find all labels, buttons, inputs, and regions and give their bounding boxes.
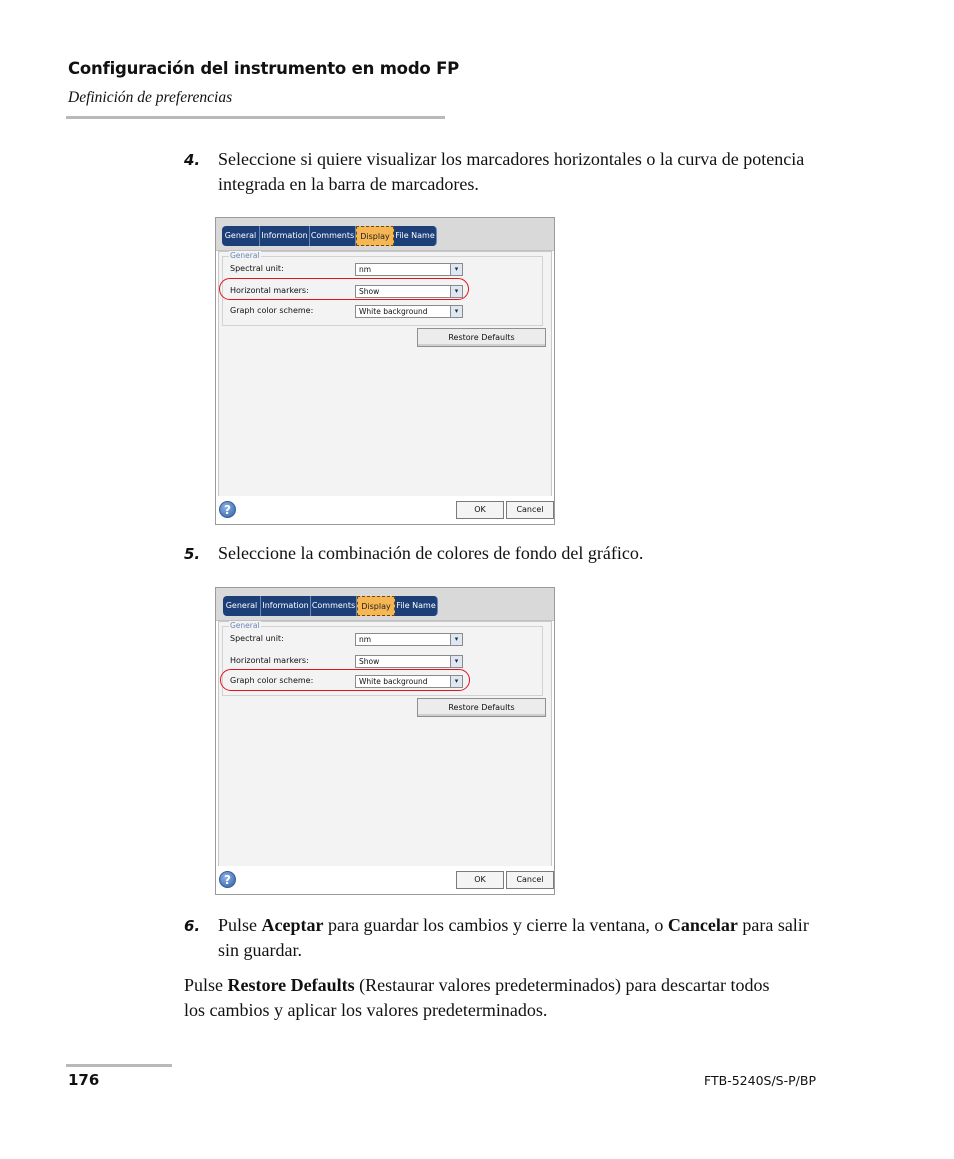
tab-comments[interactable]: Comments — [311, 596, 357, 616]
help-icon[interactable]: ? — [219, 871, 236, 888]
running-header-title: Configuración del instrumento en modo FP — [68, 59, 460, 78]
spectral-unit-label: Spectral unit: — [230, 264, 284, 273]
horizontal-markers-label: Horizontal markers: — [230, 656, 309, 665]
spectral-unit-select[interactable] — [355, 263, 463, 276]
highlight-graph-color-scheme — [220, 669, 470, 691]
chevron-down-icon[interactable]: ▾ — [450, 264, 462, 275]
preferences-dialog-2 — [215, 587, 555, 895]
tab-display[interactable]: Display — [356, 226, 394, 246]
tab-general[interactable]: General — [223, 596, 261, 616]
help-icon[interactable]: ? — [219, 501, 236, 518]
chevron-down-icon[interactable]: ▾ — [450, 286, 462, 297]
group-label: General — [230, 251, 260, 260]
step-6-mid: para guardar los cambios y cierre la ventana, o — [323, 915, 668, 935]
running-header-subtitle: Definición de preferencias — [68, 89, 233, 106]
note-restore-defaults: Restore Defaults — [227, 975, 355, 995]
graph-color-scheme-value: White background — [359, 307, 428, 316]
header-rule — [66, 116, 445, 119]
dialog-footer — [216, 496, 554, 524]
tab-information[interactable]: Information — [261, 596, 311, 616]
chevron-down-icon[interactable]: ▾ — [450, 634, 462, 645]
cancel-button[interactable]: Cancel — [506, 501, 554, 519]
step-6-pre: Pulse — [218, 915, 262, 935]
spectral-unit-label: Spectral unit: — [230, 634, 284, 643]
group-label: General — [230, 621, 260, 630]
graph-color-scheme-label: Graph color scheme: — [230, 676, 314, 685]
spectral-unit-value: nm — [359, 635, 372, 644]
page-number: 176 — [68, 1071, 100, 1089]
spectral-unit-value: nm — [359, 265, 372, 274]
cancel-button[interactable]: Cancel — [506, 871, 554, 889]
horizontal-markers-value: Show — [359, 287, 380, 296]
step-6-text — [218, 913, 818, 963]
highlight-horizontal-markers — [219, 278, 469, 300]
graph-color-scheme-label: Graph color scheme: — [230, 306, 314, 315]
tab-bar — [216, 218, 554, 251]
step-5-text: Seleccione la combinación de colores de fondo del gráfico. — [218, 543, 644, 563]
tab-display[interactable]: Display — [357, 596, 395, 616]
restore-defaults-button[interactable]: Restore Defaults — [417, 698, 546, 717]
dialog-footer — [216, 866, 554, 894]
restore-note — [184, 973, 784, 1023]
restore-defaults-button[interactable]: Restore Defaults — [417, 328, 546, 347]
ok-button[interactable]: OK — [456, 871, 504, 889]
tab-bar — [216, 588, 554, 621]
graph-color-scheme-value: White background — [359, 677, 428, 686]
horizontal-markers-select[interactable] — [355, 655, 463, 668]
preferences-dialog-1 — [215, 217, 555, 525]
spectral-unit-select[interactable] — [355, 633, 463, 646]
tab-comments[interactable]: Comments — [310, 226, 356, 246]
tab-file-name[interactable]: File Name — [395, 596, 438, 616]
chevron-down-icon[interactable]: ▾ — [450, 306, 462, 317]
note-pre: Pulse — [184, 975, 228, 995]
dialog-content — [218, 621, 552, 867]
step-6-number: 6. — [184, 917, 201, 935]
note-post: (Restaurar valores predeterminados) para descartar todos los cambios y aplicar los valores predeterminados. — [184, 975, 770, 1020]
step-4-text: Seleccione si quiere visualizar los marcadores horizontales o la curva de potencia integrada en la barra de marcadores. — [218, 149, 805, 194]
chevron-down-icon[interactable]: ▾ — [450, 676, 462, 687]
step-6-cancel: Cancelar — [667, 915, 738, 935]
chevron-down-icon[interactable]: ▾ — [450, 656, 462, 667]
footer-rule — [66, 1064, 172, 1067]
model-name: FTB-5240S/S-P/BP — [704, 1073, 816, 1088]
step-5-number: 5. — [184, 545, 201, 563]
graph-color-scheme-select[interactable] — [355, 305, 463, 318]
horizontal-markers-label: Horizontal markers: — [230, 286, 309, 295]
step-6-post: para salir sin guardar. — [218, 915, 809, 960]
step-6-accept: Aceptar — [261, 915, 324, 935]
step-4-number: 4. — [184, 151, 201, 169]
horizontal-markers-value: Show — [359, 657, 380, 666]
tab-general[interactable]: General — [222, 226, 260, 246]
tab-file-name[interactable]: File Name — [394, 226, 437, 246]
tab-information[interactable]: Information — [260, 226, 310, 246]
ok-button[interactable]: OK — [456, 501, 504, 519]
